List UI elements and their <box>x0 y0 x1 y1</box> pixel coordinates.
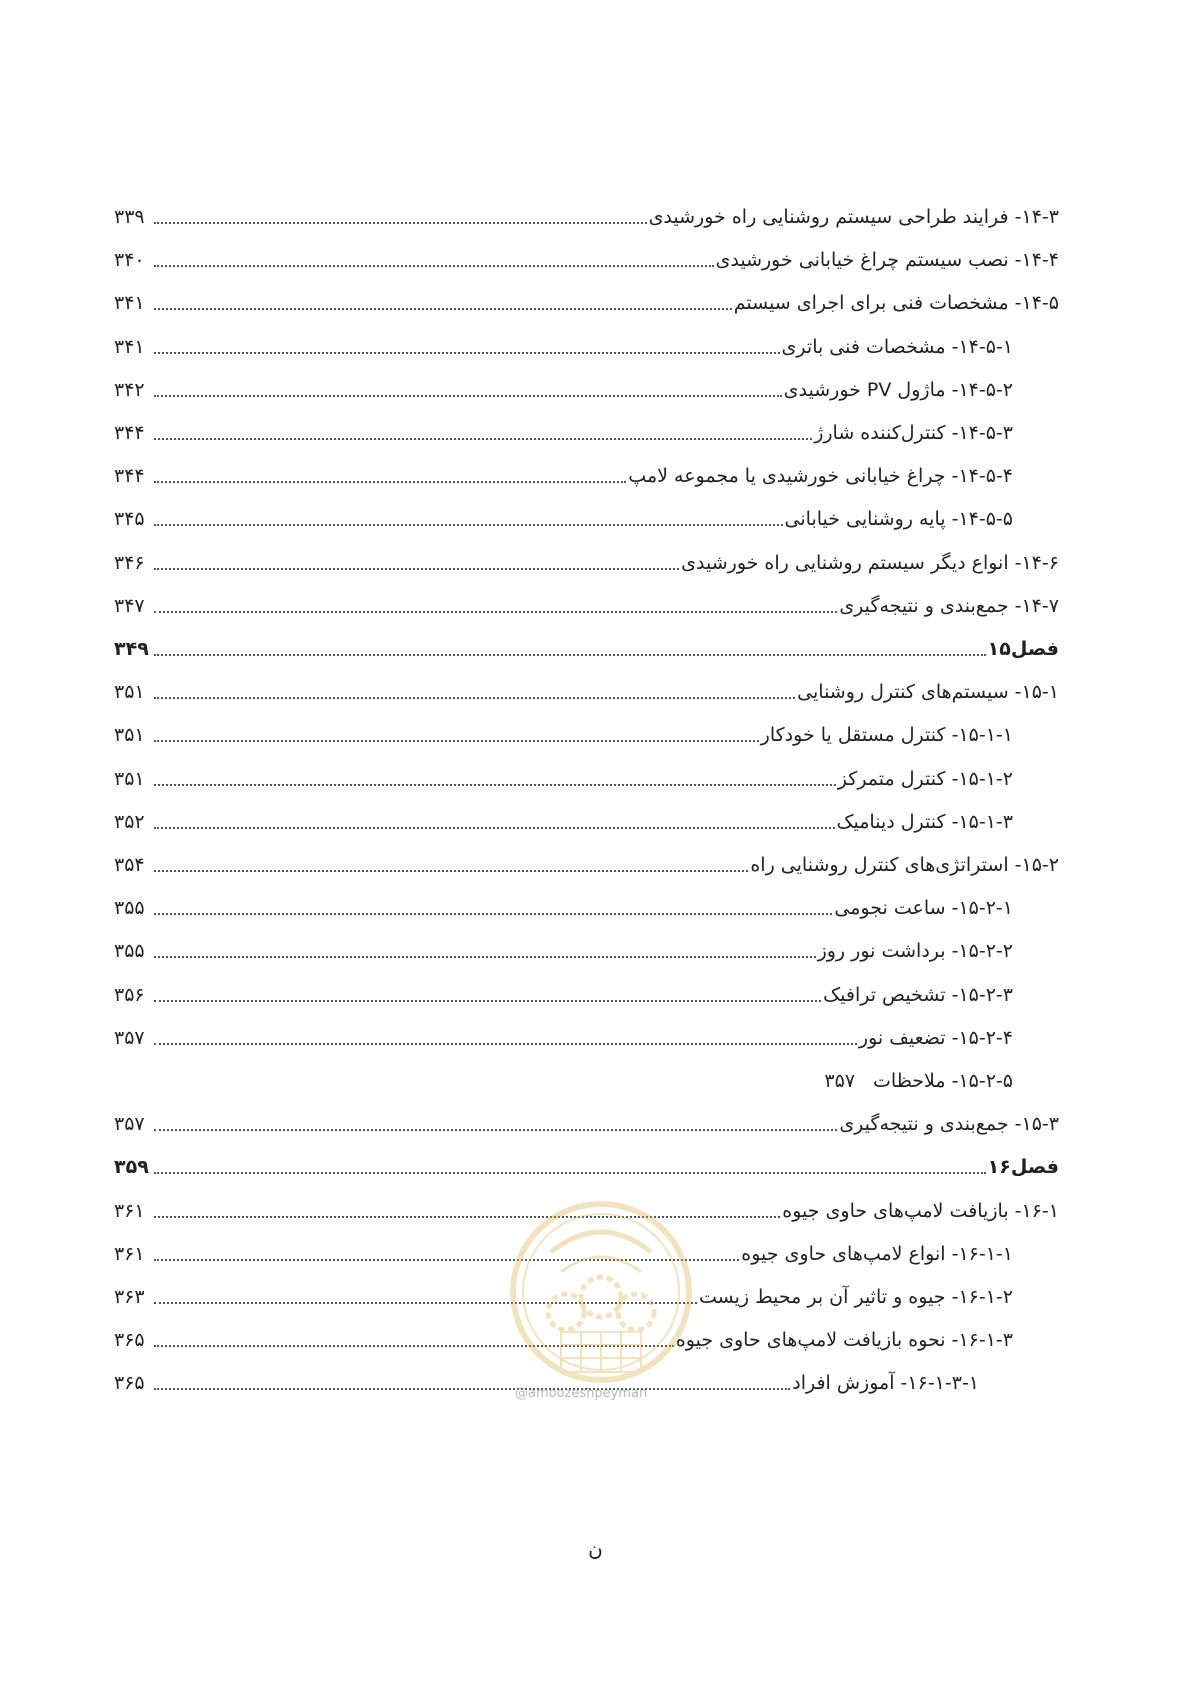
toc-entry-title: ۱۵-۲-۱- ساعت نجومی <box>834 897 1013 920</box>
toc-entry-page: ۳۵۷ <box>114 1026 145 1049</box>
toc-entry-page: ۳۴۱ <box>114 292 145 315</box>
dot-leader <box>154 395 782 397</box>
toc-row[interactable] <box>114 585 1059 619</box>
toc-row[interactable] <box>114 412 1013 446</box>
toc-entry-page: ۳۵۴ <box>114 854 145 876</box>
toc-row[interactable] <box>114 1103 1059 1137</box>
toc-row[interactable] <box>114 1060 1013 1094</box>
toc-entry-page: ۳۵۱ <box>114 681 145 704</box>
toc-entry-title: ۱۵-۱-۳- کنترل دینامیک <box>836 810 1013 833</box>
toc-row[interactable] <box>114 1017 1013 1051</box>
dot-leader <box>154 611 837 613</box>
toc-entry-title: ۱۵-۲-۳- تشخیص ترافیک <box>823 983 1013 1006</box>
toc-row[interactable] <box>114 369 1013 403</box>
toc-entry-page: ۳۵۵ <box>114 897 145 920</box>
dot-leader <box>154 481 626 483</box>
toc-entry-page: ۳۵۲ <box>114 810 145 833</box>
watermark-handle: @amoozeshpeyman <box>515 1386 648 1401</box>
dot-leader <box>154 265 714 267</box>
dot-leader <box>154 654 986 656</box>
toc-entry-title: ۱۵-۳- جمع‌بندی و نتیجه‌گیری <box>839 1113 1059 1136</box>
toc-entry-page: ۳۵۹ <box>114 1156 149 1179</box>
toc-row[interactable] <box>114 326 1013 360</box>
toc-entry-page: ۳۴۲ <box>114 378 145 401</box>
toc-chapter-row[interactable] <box>114 1146 1059 1180</box>
toc-entry-title: ۱۶-۱- بازیافت لامپ‌های حاوی جیوه <box>782 1199 1059 1222</box>
toc-entry-title: ۱۵-۱-۱- کنترل مستقل یا خودکار <box>760 724 1013 747</box>
toc-entry-title: ۱۴-۵-۴- چراغ خیابانی خورشیدی یا مجموعه لامپ <box>628 465 1013 488</box>
toc-entry-page: ۳۴۴ <box>114 422 145 444</box>
toc-entry-page: ۳۵۷ <box>114 1113 145 1136</box>
toc-entry-page: ۳۶۵ <box>114 1329 145 1352</box>
toc-entry-page: ۳۴۱ <box>114 335 145 358</box>
toc-entry-title: ۱۴-۵-۱- مشخصات فنی باتری <box>781 335 1013 358</box>
dot-leader <box>154 524 783 526</box>
toc-row[interactable] <box>114 498 1013 532</box>
dot-leader <box>154 956 816 958</box>
toc-entry-title: ۱۴-۳- فرایند طراحی سیستم روشنایی راه خورشیدی <box>648 206 1059 228</box>
toc-entry-page: ۳۵۱ <box>114 724 145 747</box>
toc-entry-page: ۳۶۳ <box>114 1286 145 1308</box>
toc-row[interactable] <box>114 930 1013 964</box>
dot-leader <box>154 308 732 310</box>
toc-entry-page: ۳۴۶ <box>114 551 145 574</box>
toc-entry-page: ۳۵۶ <box>114 983 145 1006</box>
toc-entry-page: ۳۶۱ <box>114 1242 145 1265</box>
toc-row[interactable] <box>114 671 1059 705</box>
toc-row[interactable] <box>114 542 1059 576</box>
toc-row[interactable] <box>114 974 1013 1008</box>
toc-entry-title: ۱۵-۱-۲- کنترل متمرکز <box>837 767 1013 790</box>
dot-leader <box>154 913 832 915</box>
toc-entry-title: فصل۱۶ <box>987 1156 1059 1179</box>
dot-leader <box>154 568 679 570</box>
dot-leader <box>154 697 795 699</box>
toc-entry-title: ۱۵-۲-۲- برداشت نور روز <box>817 940 1013 963</box>
toc-row[interactable] <box>114 844 1059 878</box>
watermark-logo <box>506 1192 696 1402</box>
dot-leader <box>154 1129 837 1131</box>
page-number: ن <box>588 1537 603 1561</box>
toc-entry-page: ۳۶۱ <box>114 1199 145 1222</box>
toc-entry-title: ۱۴-۷- جمع‌بندی و نتیجه‌گیری <box>839 594 1059 617</box>
dot-leader <box>154 784 836 786</box>
toc-row[interactable] <box>114 239 1059 273</box>
toc-row[interactable] <box>114 282 1059 316</box>
dot-leader <box>154 1172 986 1174</box>
toc-entry-title: ۱۴-۵- مشخصات فنی برای اجرای سیستم <box>733 292 1059 315</box>
toc-entry-title: ۱۶-۱-۳-۱- آموزش افراد <box>792 1372 979 1395</box>
toc-entry-page: ۳۳۹ <box>114 206 145 228</box>
dot-leader <box>154 1000 821 1002</box>
toc-entry-title: ۱۶-۱-۱- انواع لامپ‌های حاوی جیوه <box>741 1242 1013 1265</box>
toc-entry-page: ۳۴۹ <box>114 638 149 660</box>
toc-chapter-row[interactable] <box>114 628 1059 662</box>
toc-entry-page: ۳۵۷ <box>824 1070 856 1092</box>
toc-row[interactable] <box>114 714 1013 748</box>
toc-row[interactable] <box>114 758 1013 792</box>
toc-entry-page: ۳۴۷ <box>114 594 145 617</box>
toc-entry-title: ۱۵-۱- سیستم‌های کنترل روشنایی <box>797 681 1059 704</box>
toc-entry-title: ۱۴-۵-۳- کنترل‌کننده شارژ <box>814 422 1013 444</box>
toc-row[interactable] <box>114 801 1013 835</box>
toc-entry-title: ۱۶-۱-۳- نحوه بازیافت لامپ‌های حاوی جیوه <box>675 1329 1013 1352</box>
toc-entry-title: ۱۴-۵-۵- پایه روشنایی خیابانی <box>784 508 1013 531</box>
dot-leader <box>154 870 748 872</box>
toc-entry-page: ۳۴۰ <box>114 249 145 272</box>
toc-entry-title: ۱۴-۴- نصب سیستم چراغ خیابانی خورشیدی <box>715 249 1059 272</box>
dot-leader <box>154 438 812 440</box>
dot-leader <box>154 1043 857 1045</box>
toc-entry-page: ۳۴۴ <box>114 465 145 488</box>
toc-entry-page: ۳۵۱ <box>114 767 145 790</box>
dot-leader <box>154 740 759 742</box>
toc-entry-title: ۱۴-۵-۲- ماژول PV خورشیدی <box>783 378 1013 401</box>
toc-entry-title: ۱۵-۲- استراتژی‌های کنترل روشنایی راه <box>750 854 1059 876</box>
toc-entry-title: فصل۱۵ <box>987 638 1059 660</box>
toc-entry-page: ۳۵۵ <box>114 940 145 963</box>
toc-entry-title: ۱۵-۲-۴- تضعیف نور <box>858 1026 1013 1049</box>
toc-entry-title: ۱۴-۶- انواع دیگر سیستم روشنایی راه خورشیدی <box>681 551 1059 574</box>
toc-row[interactable] <box>114 887 1013 921</box>
dot-leader <box>154 222 647 224</box>
toc-row[interactable] <box>114 455 1013 489</box>
toc-row[interactable] <box>114 196 1059 230</box>
toc-entry-title: ۱۶-۱-۲- جیوه و تاثیر آن بر محیط زیست <box>699 1286 1013 1308</box>
toc-entry-page: ۳۶۵ <box>114 1372 145 1395</box>
dot-leader <box>154 827 835 829</box>
toc-entry-title: ۱۵-۲-۵- ملاحظات <box>873 1070 1013 1092</box>
toc-entry-page: ۳۴۵ <box>114 508 145 531</box>
dot-leader <box>154 352 780 354</box>
